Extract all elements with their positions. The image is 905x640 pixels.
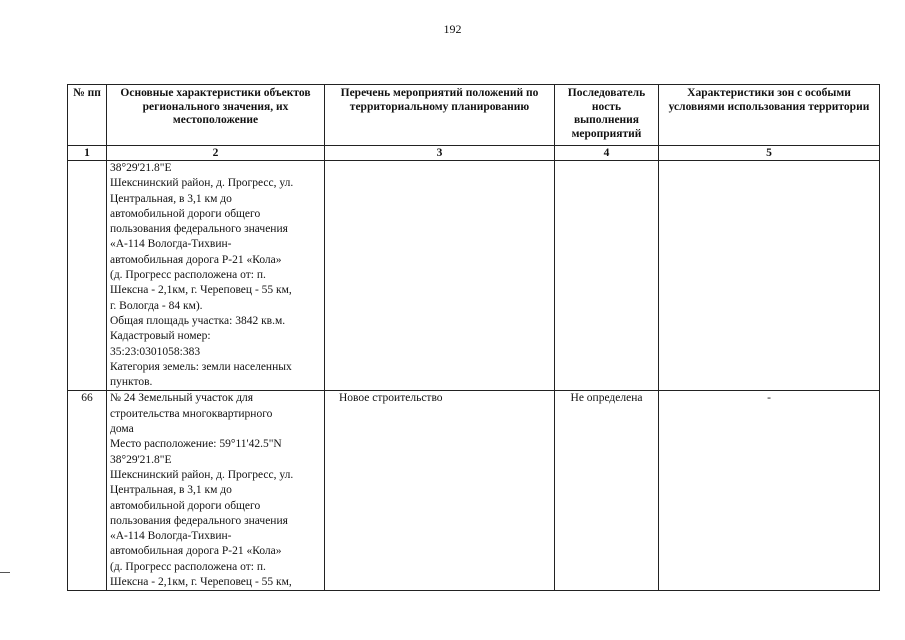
description-line: «А-114 Вологда-Тихвин- (110, 530, 232, 543)
description-line: пользования федерального значения (110, 514, 288, 527)
description-line: «А-114 Вологда-Тихвин- (110, 238, 232, 251)
description-line: автомобильная дорога Р-21 «Кола» (110, 545, 282, 558)
header-sequence: Последователь ность выполнения мероприятий (555, 85, 659, 146)
row-zones (659, 161, 880, 391)
territorial-planning-table (67, 84, 880, 591)
description-line: автомобильной дороги общего (110, 207, 261, 220)
row-description (107, 161, 325, 391)
description-line: строительства многоквартирного (110, 407, 273, 420)
description-line: Шекснинский район, д. Прогресс, ул. (110, 468, 294, 481)
description-line: Шексна - 2,1км, г. Череповец - 55 км, (110, 576, 292, 589)
description-line: пользования федерального значения (110, 223, 288, 236)
row-number: 66 (68, 391, 107, 591)
description-line: Место расположение: 59°11'42.5"N (110, 438, 282, 451)
row-zones: - (659, 391, 880, 591)
description-line: Шекснинский район, д. Прогресс, ул. (110, 177, 294, 190)
header-measures: Перечень мероприятий положений по территориальному планированию (325, 85, 555, 146)
description-line: Кадастровый номер: (110, 330, 211, 343)
header-number: № пп (68, 85, 107, 146)
col-number-2: 2 (107, 146, 325, 161)
description-line: Центральная, в 3,1 км до (110, 192, 232, 205)
description-line: автомобильной дороги общего (110, 499, 261, 512)
col-number-4: 4 (555, 146, 659, 161)
table-row (68, 391, 880, 591)
table-header-row (68, 85, 880, 146)
margin-mark (0, 572, 10, 573)
description-line: Категория земель: земли населенных (110, 360, 292, 373)
page-number: 192 (443, 22, 462, 36)
row-description (107, 391, 325, 591)
row-sequence (555, 161, 659, 391)
col-number-3: 3 (325, 146, 555, 161)
description-line: автомобильная дорога Р-21 «Кола» (110, 253, 282, 266)
description-line: Шексна - 2,1км, г. Череповец - 55 км, (110, 284, 292, 297)
description-line: № 24 Земельный участок для (110, 392, 254, 405)
description-line: 38°29'21.8"E (110, 453, 172, 466)
col-number-5: 5 (659, 146, 880, 161)
description-line: г. Вологда - 84 км). (110, 299, 203, 312)
row-number (68, 161, 107, 391)
description-line: 38°29'21.8"E (110, 162, 172, 174)
description-line: пунктов. (110, 376, 153, 389)
row-measures (325, 161, 555, 391)
row-sequence: Не определена (555, 391, 659, 591)
header-zones: Характеристики зон с особыми условиями использования территории (659, 85, 880, 146)
table-row (68, 161, 880, 391)
description-line: Общая площадь участка: 3842 кв.м. (110, 314, 286, 327)
description-line: дома (110, 423, 134, 436)
description-line: Центральная, в 3,1 км до (110, 484, 232, 497)
description-line: (д. Прогресс расположена от: п. (110, 269, 266, 282)
column-number-row (68, 146, 880, 161)
header-characteristics: Основные характеристики объектов регионального значения, их местоположение (107, 85, 325, 146)
row-measures: Новое строительство (325, 391, 555, 591)
col-number-1: 1 (68, 146, 107, 161)
description-line: 35:23:0301058:383 (110, 345, 201, 358)
description-line: (д. Прогресс расположена от: п. (110, 560, 266, 573)
